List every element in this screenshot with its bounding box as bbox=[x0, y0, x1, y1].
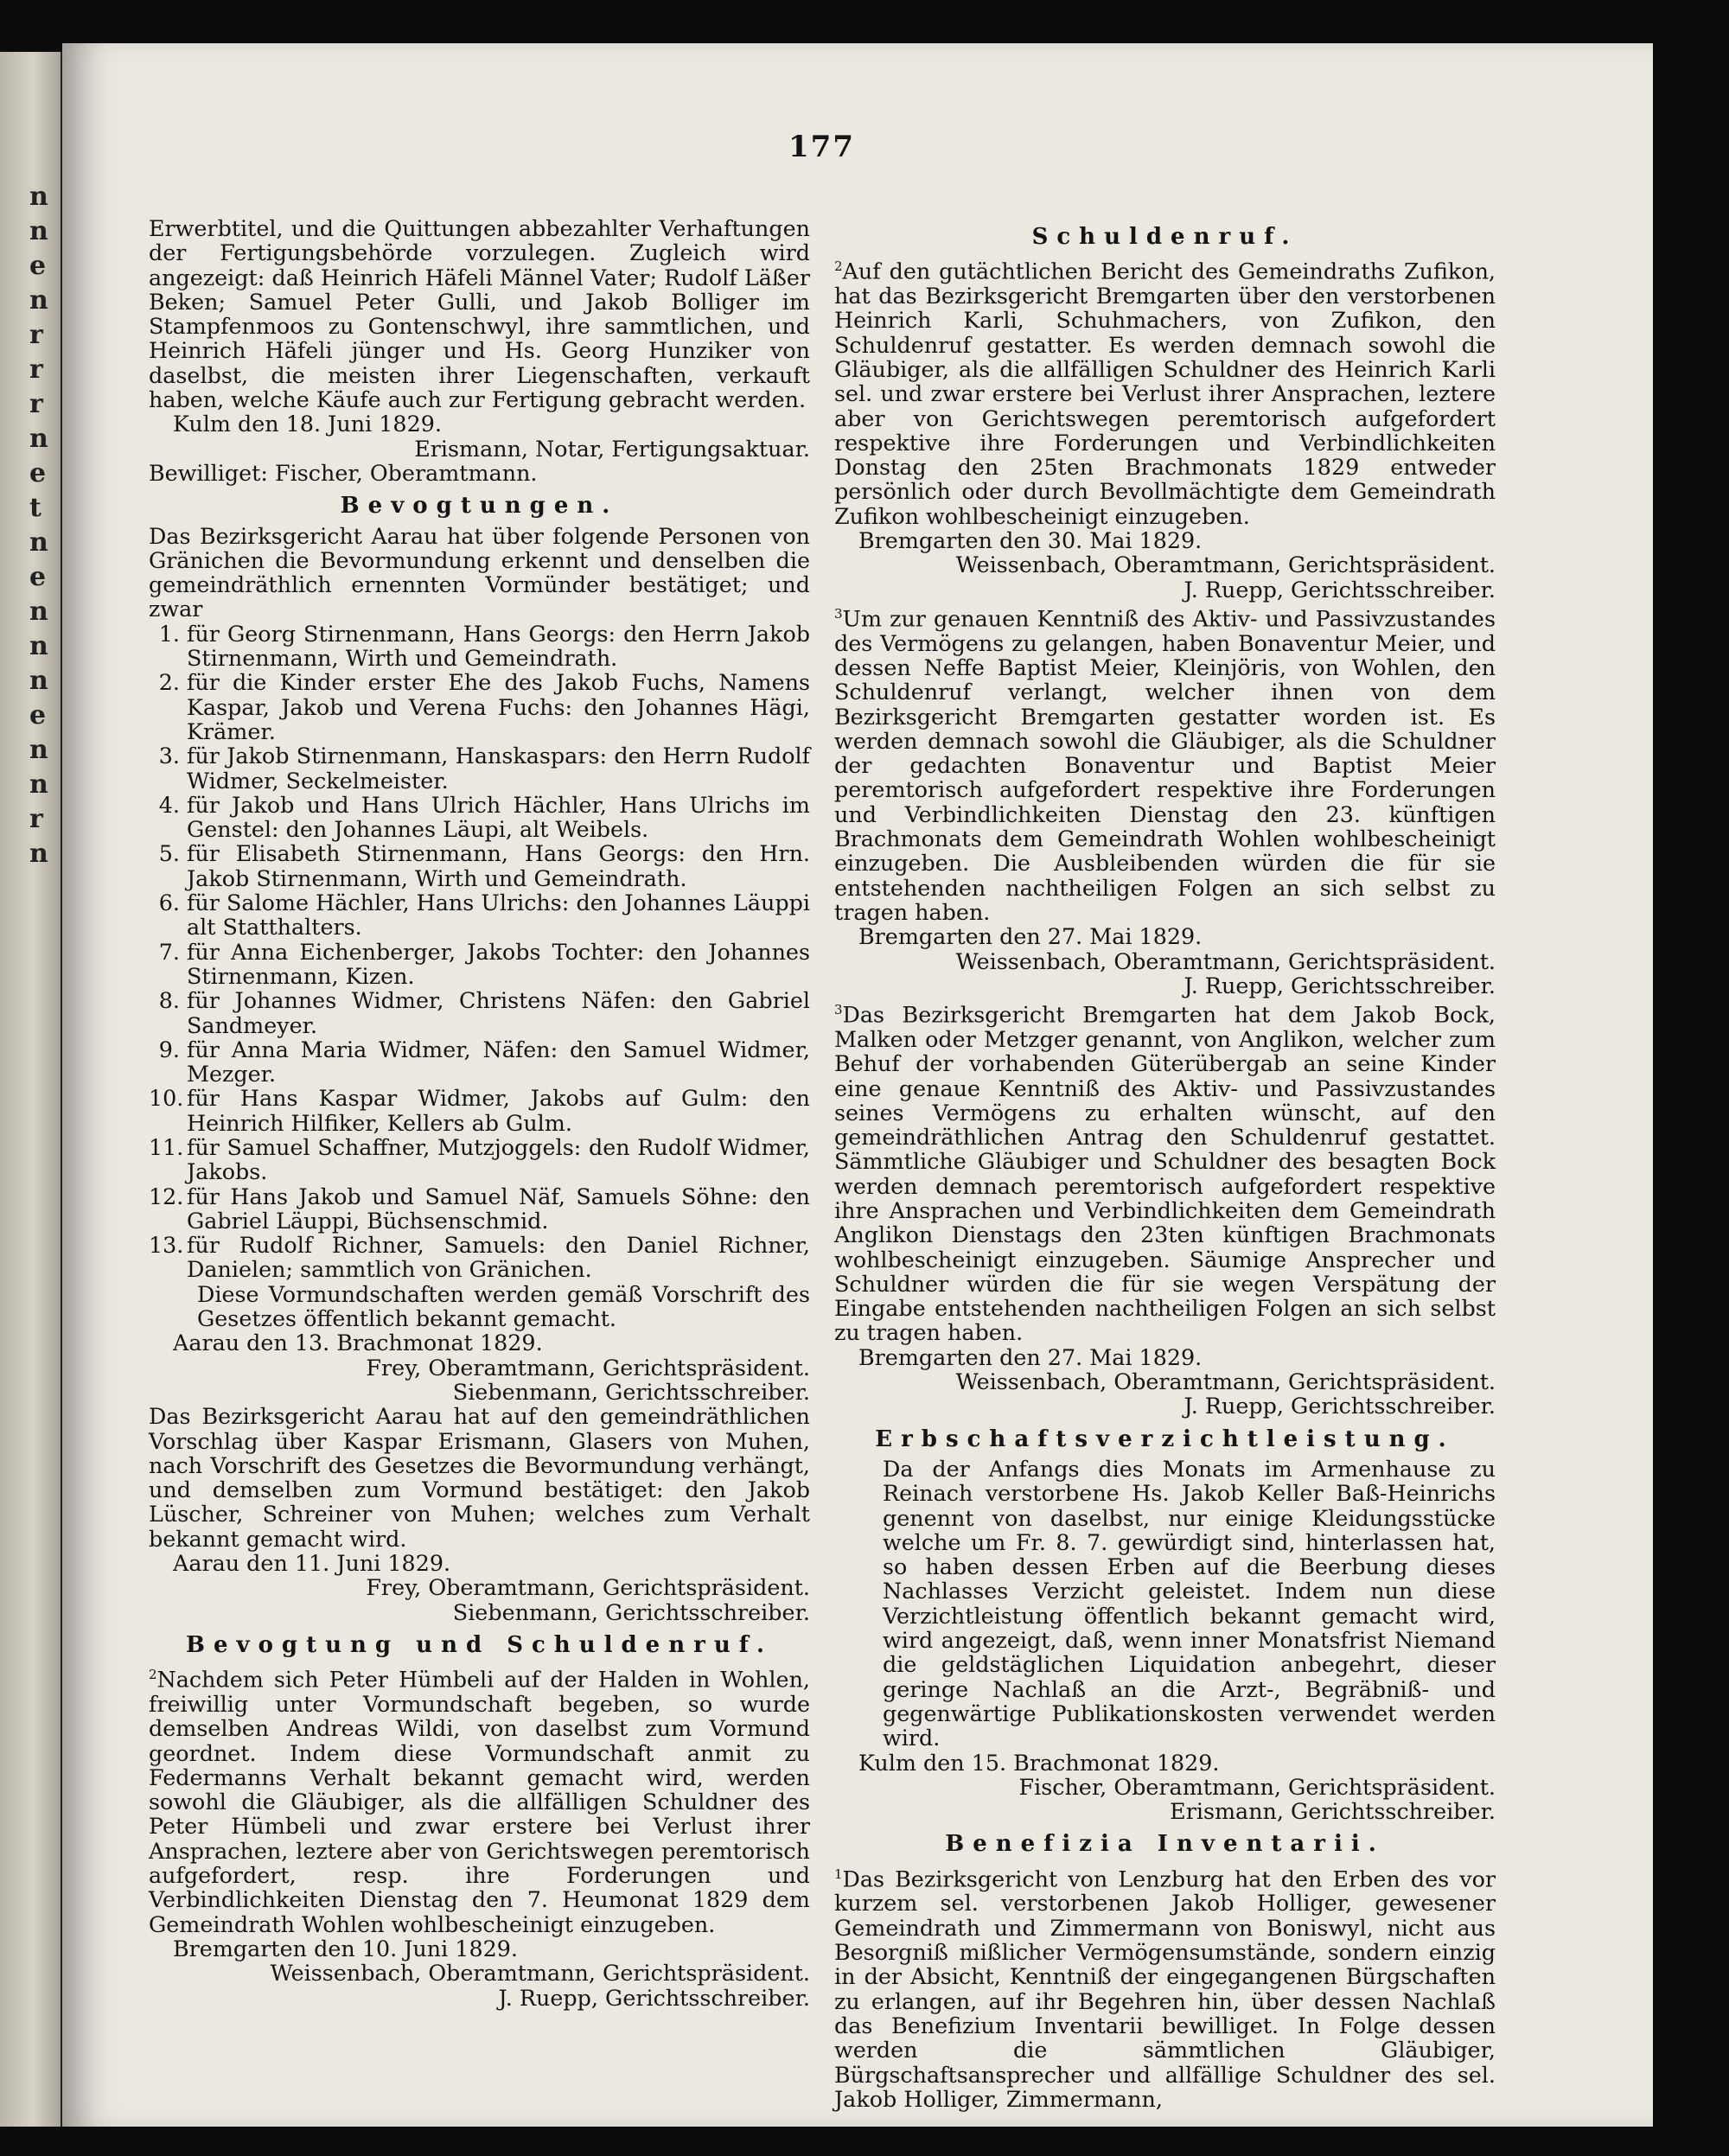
margin-char: n bbox=[29, 285, 48, 316]
list-item bbox=[149, 743, 810, 793]
margin-char: r bbox=[29, 354, 43, 385]
signature: J. Ruepp, Gerichtsschreiber. bbox=[1184, 576, 1496, 603]
section-paragraph: Da der Anfangs dies Monats im Armenhause zu Reinach verstorbene Hs. Jakob Keller Baß-Heinrichs genennt von daselbst, nur einige Kleidungsstücke welche um Fr. 8. 7. gewürdigt sind, hinterlassen hat, so haben dessen Erben auf die Beerbung dieses Nachlasses Verzicht geleistet. Indem nun diese Verzichtleistung öffentlich bekannt gemacht wird, wird angezeigt, daß, wenn inner Monatsfrist Niemand die geldstäglichen Liquidation anbegehrt, dieser geringe Nachlaß an die Arzt-, Begräbniß- und gegenwärtige Publikationskosten verwendet werden wird. bbox=[883, 1455, 1496, 1751]
list-item bbox=[149, 1037, 810, 1087]
signature: Fischer, Oberamtmann, Gerichtspräsident. bbox=[1018, 1773, 1496, 1800]
list-item-text: für Anna Maria Widmer, Näfen: den Samuel Widmer, Mezger. bbox=[187, 1036, 810, 1088]
margin-char: n bbox=[29, 769, 48, 800]
margin-char: e bbox=[29, 458, 47, 488]
signature: Frey, Oberamtmann, Gerichtspräsident. bbox=[366, 1574, 810, 1601]
notice-marker: 3 bbox=[834, 605, 843, 622]
right-column bbox=[834, 216, 1496, 2111]
list-item-number: 10. bbox=[149, 1085, 184, 1112]
signature: Siebenmann, Gerichtsschreiber. bbox=[452, 1378, 810, 1405]
place-date: Aarau den 13. Brachmonat 1829. bbox=[173, 1330, 543, 1356]
place-date: Bremgarten den 27. Mai 1829. bbox=[858, 1343, 1203, 1370]
margin-char: e bbox=[29, 251, 47, 281]
list-item bbox=[149, 670, 810, 743]
signature: Weissenbach, Oberamtmann, Gerichtspräsident. bbox=[955, 552, 1496, 578]
list-item-text: für Elisabeth Stirnenmann, Hans Georgs: den Hrn. Jakob Stirnenmann, Wirth und Gemeindrath. bbox=[187, 840, 810, 891]
list-item-text: für Johannes Widmer, Christens Näfen: den Gabriel Sandmeyer. bbox=[187, 987, 810, 1038]
list-item-text: für Hans Jakob und Samuel Näf, Samuels Söhne: den Gabriel Läuppi, Büchsenschmid. bbox=[187, 1183, 810, 1234]
signature: Erismann, Notar, Fertigungsaktuar. bbox=[414, 435, 810, 462]
list-item bbox=[149, 940, 810, 989]
list-item bbox=[149, 1135, 810, 1184]
notice-marker: 3 bbox=[834, 1002, 843, 1018]
section-paragraph: $^3$Das Bezirksgericht Bremgarten hat dem Jakob Bock, Malken oder Metzger genannt, von Anglikon, welcher zum Behuf der vorhabenden Güterübergab an seine Kinder eine genaue Kenntniß des Aktiv- und Passivzustandes seines Vermögens zu erhalten wünscht, auf den gemeindräthlichen Antrag den Schuldenruf gestattet. Sämmtliche Gläubiger und Schuldner des besagten Bock werden demnach peremtorisch aufgefordert respektive ihre Ansprachen und Verbindlichkeiten dem Gemeindrath Anglikon Dienstags den 23ten künftigen Brachmonats wohlbescheinigt einzugeben. Säumige Ansprecher und Schuldner würden die für sie wegen Verspätung der Eingabe entstehenden nachtheiligen Folgen an sich selbst zu tragen haben. bbox=[834, 1001, 1496, 1346]
signature: J. Ruepp, Gerichtsschreiber. bbox=[498, 1984, 810, 2011]
page-number: 177 bbox=[788, 130, 855, 164]
section-heading: Bevogtungen. bbox=[340, 493, 619, 520]
list-item bbox=[149, 988, 810, 1037]
list-item-number: 2. bbox=[158, 669, 180, 696]
margin-char: n bbox=[29, 735, 48, 765]
list-item-number: 6. bbox=[158, 890, 180, 916]
section-paragraph: $^1$Das Bezirksgericht von Lenzburg hat den Erben des vor kurzem sel. verstorbenen Jakob Holliger, gewesener Gemeindrath und Zimmermann von Boniswyl, nicht aus Besorgniß mißlicher Vermögensumstände, sondern einzig in der Absicht, Kenntniß der eingegangenen Bürgschaften zu erlangen, auf ihr Begehren hin, über dessen Nachlaß das Benefizium Inventarii bewilliget. In Folge dessen werden die sämmtlichen Gläubiger, Bürgschaftsansprecher und allfällige Schuldner des sel. Jakob Holliger, Zimmermann, bbox=[834, 1866, 1496, 2112]
list-item-text: für Jakob und Hans Ulrich Hächler, Hans Ulrichs im Genstel: den Johannes Läupi, alt Weibels. bbox=[187, 791, 810, 843]
place-date: Bremgarten den 27. Mai 1829. bbox=[858, 923, 1203, 950]
list-item-number: 3. bbox=[158, 743, 180, 769]
notice-marker: 1 bbox=[834, 1866, 843, 1882]
signature: Siebenmann, Gerichtsschreiber. bbox=[452, 1598, 810, 1625]
list-item bbox=[149, 1233, 810, 1282]
signature: Frey, Oberamtmann, Gerichtspräsident. bbox=[366, 1354, 810, 1381]
section-paragraph: $^2$Auf den gutächtlichen Bericht des Gemeindraths Zufikon, hat das Bezirksgericht Bremgarten über den verstorbenen Heinrich Karli, Schuhmachers, von Zufikon, den Schuldenruf gestatter. Es werden demnach sowohl die Gläubiger, als die allfälligen Schuldner des Heinrich Karli sel. und zwar erstere bei Verlust ihrer Ansprachen, leztere aber von Gerichtswegen peremtorisch aufgefordert respektive ihre Forderungen und Verbindlichkeiten Donstag den 25ten Brachmonats 1829 entweder persönlich oder durch Bevollmächtigte dem Gemeindrath Zufikon wohlbescheinigt einzugeben. bbox=[834, 258, 1496, 529]
margin-char: n bbox=[29, 839, 48, 869]
signature: Bewilliget: Fischer, Oberamtmann. bbox=[149, 459, 538, 486]
list-item-number: 1. bbox=[158, 620, 180, 647]
section-paragraph: Das Bezirksgericht Aarau hat über folgende Personen von Gränichen die Bevormundung erkennt und denselben die gemeindräthlich ernennten Vormünder bestätiget; und zwar bbox=[149, 522, 810, 622]
margin-char: r bbox=[29, 320, 43, 350]
list-item-number: 5. bbox=[158, 840, 180, 867]
list-item-number: 13. bbox=[149, 1232, 184, 1259]
list-item bbox=[149, 1184, 810, 1234]
intro-paragraph: Erwerbtitel, und die Quittungen abbezahlter Verhaftungen der Fertigungsbehörde vorzulegen. Zugleich wird angezeigt: daß Heinrich Häfeli Männel Vater; Rudolf Läßer Beken; Samuel Peter Gulli, und Jakob Bolliger im Stampfenmoos zu Gontenschwyl, ihre sammtlichen, und Heinrich Häfeli jünger und Hs. Georg Hunziker von daselbst, die meisten ihrer Liegenschaften, verkauft haben, welche Käufe auch zur Fertigung gebracht werden. bbox=[149, 215, 810, 413]
guardianship-list bbox=[149, 622, 810, 1282]
place-date: Bremgarten den 30. Mai 1829. bbox=[858, 527, 1203, 554]
margin-char: e bbox=[29, 700, 47, 730]
section-paragraph: Diese Vormundschaften werden gemäß Vorschrift des Gesetzes öffentlich bekannt gemacht. bbox=[197, 1280, 810, 1332]
section-paragraph: $^3$Um zur genauen Kenntniß des Aktiv- und Passivzustandes des Vermögens zu gelangen, haben Bonaventur Meier, und dessen Neffe Baptist Meier, Kleinjöris, von Wohlen, den Schuldenruf verlangt, welcher ihnen von dem Bezirksgericht Bremgarten gestatter worden ist. Es werden demnach sowohl die Gläubiger, als die Schuldner der gedachten Bonaventur und Baptist Meier peremtorisch aufgefordert respektive ihre Forderungen und Verbindlichkeiten Dienstag den 23. künftigen Brachmonats dem Gemeindrath Wohlen wohlbescheinigt einzugeben. Die Ausbleibenden würden die für sie entstehenden nachtheiligen Folgen an sich selbst zu tragen haben. bbox=[834, 605, 1496, 925]
margin-char: n bbox=[29, 631, 48, 661]
list-item bbox=[149, 841, 810, 890]
list-item-number: 12. bbox=[149, 1183, 184, 1209]
margin-char: t bbox=[29, 493, 41, 523]
adjacent-page-edge bbox=[0, 52, 63, 2127]
list-item-number: 8. bbox=[158, 987, 180, 1014]
left-column bbox=[149, 216, 810, 2010]
margin-char: n bbox=[29, 596, 48, 627]
list-item bbox=[149, 890, 810, 940]
place-date: Kulm den 15. Brachmonat 1829. bbox=[858, 1749, 1220, 1776]
list-item-number: 4. bbox=[158, 791, 180, 818]
section-paragraph: $^2$Nachdem sich Peter Hümbeli auf der Halden in Wohlen, freiwillig unter Vormundschaft begeben, so wurde demselben Andreas Wildi, von daselbst zum Vormund geordnet. Indem diese Vormundschaft anmit zu Federmanns Verhalt bekannt gemacht wird, werden sowohl die Gläubiger, als die allfälligen Schuldner des Peter Hümbeli und zwar erstere bei Verlust ihrer Ansprachen, leztere aber von Gerichtswegen peremtorisch aufgefordert, resp. ihre Forderungen und Verbindlichkeiten Dienstag den 7. Heumonat 1829 dem Gemeindrath Wohlen wohlbescheinigt einzugeben. bbox=[149, 1666, 810, 1937]
list-item-number: 11. bbox=[149, 1133, 184, 1160]
list-item bbox=[149, 793, 810, 842]
section-heading: Erbschaftsverzichtleistung. bbox=[875, 1426, 1455, 1452]
signature: J. Ruepp, Gerichtsschreiber. bbox=[1184, 972, 1496, 998]
list-item-text: für Hans Kaspar Widmer, Jakobs auf Gulm: den Heinrich Hilfiker, Kellers ab Gulm. bbox=[187, 1085, 810, 1136]
margin-char: n bbox=[29, 216, 48, 246]
margin-char: e bbox=[29, 562, 47, 592]
place-date: Kulm den 18. Juni 1829. bbox=[173, 411, 442, 437]
signature: Erismann, Gerichtsschreiber. bbox=[1170, 1798, 1496, 1825]
notice-marker: 2 bbox=[149, 1667, 157, 1683]
section-heading: Benefizia Inventarii. bbox=[945, 1831, 1385, 1858]
margin-char: r bbox=[29, 389, 43, 419]
section-heading: Bevogtung und Schuldenruf. bbox=[185, 1631, 774, 1658]
list-item bbox=[149, 622, 810, 671]
section-paragraph: Das Bezirksgericht Aarau hat auf den gemeindräthlichen Vorschlag über Kaspar Erismann, Glasers von Muhen, nach Vorschrift des Gesetzes die Bevormundung verhängt, und demselben zum Vormund bestätiget: den Jakob Lüscher, Schreiner von Muhen; welches zum Verhalt bekannt gemacht wird. bbox=[149, 1403, 810, 1552]
list-item bbox=[149, 1086, 810, 1135]
section-heading: Schuldenruf. bbox=[1031, 224, 1298, 250]
margin-char: n bbox=[29, 424, 48, 454]
list-item-text: für Rudolf Richner, Samuels: den Daniel Richner, Danielen; sammtlich von Gränichen. bbox=[187, 1232, 810, 1283]
list-item-text: für Samuel Schaffner, Mutzjoggels: den Rudolf Widmer, Jakobs. bbox=[187, 1133, 810, 1185]
list-item-text: für Georg Stirnenmann, Hans Georgs: den Herrn Jakob Stirnenmann, Wirth und Gemeindrath. bbox=[187, 620, 810, 672]
list-item-number: 9. bbox=[158, 1036, 180, 1062]
list-item-text: für Jakob Stirnenmann, Hanskaspars: den Herrn Rudolf Widmer, Seckelmeister. bbox=[187, 743, 810, 794]
signature: Weissenbach, Oberamtmann, Gerichtspräsident. bbox=[270, 1960, 810, 1987]
list-item-text: für die Kinder erster Ehe des Jakob Fuchs, Namens Kaspar, Jakob und Verena Fuchs: den Johannes Hägi, Krämer. bbox=[187, 669, 810, 744]
margin-char: n bbox=[29, 527, 48, 558]
document-page bbox=[62, 43, 1653, 2127]
margin-char: n bbox=[29, 666, 48, 696]
signature: Weissenbach, Oberamtmann, Gerichtspräsident. bbox=[955, 947, 1496, 974]
list-item-number: 7. bbox=[158, 938, 180, 965]
list-item-text: für Anna Eichenberger, Jakobs Tochter: den Johannes Stirnenmann, Kizen. bbox=[187, 938, 810, 989]
place-date: Aarau den 11. Juni 1829. bbox=[173, 1550, 451, 1577]
place-date: Bremgarten den 10. Juni 1829. bbox=[173, 1935, 518, 1961]
signature: J. Ruepp, Gerichtsschreiber. bbox=[1184, 1393, 1496, 1419]
notice-marker: 2 bbox=[834, 258, 843, 275]
margin-char: r bbox=[29, 804, 43, 834]
margin-char: n bbox=[29, 182, 48, 212]
signature: Weissenbach, Oberamtmann, Gerichtspräsident. bbox=[955, 1368, 1496, 1395]
list-item-text: für Salome Hächler, Hans Ulrichs: den Johannes Läuppi alt Statthalters. bbox=[187, 890, 810, 941]
